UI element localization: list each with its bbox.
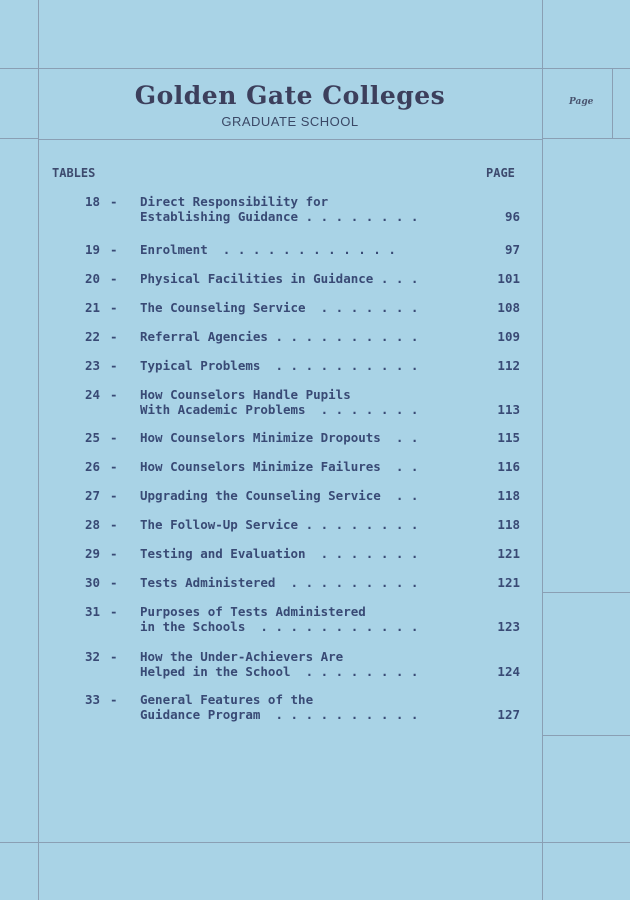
- entry-dash: -: [110, 692, 118, 707]
- rule-top-right: [542, 68, 630, 69]
- rule-bottom: [0, 842, 630, 843]
- page-number: 97: [504, 242, 520, 257]
- table-title: Tests Administered . . . . . . . . .: [140, 575, 419, 590]
- rule-header-left: [0, 138, 38, 139]
- table-number: 20: [84, 271, 100, 286]
- entry-dash: -: [110, 329, 118, 344]
- table-number: 33: [84, 692, 100, 707]
- entry-dash: -: [110, 575, 118, 590]
- college-name: Golden Gate Colleges: [134, 81, 446, 110]
- page-number: 115: [497, 430, 520, 445]
- table-title: Direct Responsibility for Establishing Guidance . . . . . . . .: [140, 194, 419, 224]
- table-number: 19: [84, 242, 100, 257]
- entry-dash: -: [110, 649, 118, 664]
- table-number: 27: [84, 488, 100, 503]
- table-title: How Counselors Handle Pupils With Academic Problems . . . . . . .: [140, 387, 419, 417]
- table-title: How the Under-Achievers Are Helped in the School . . . . . . . .: [140, 649, 419, 679]
- page-number: 124: [497, 664, 520, 679]
- table-number: 31: [84, 604, 100, 619]
- rule-header-right: [542, 138, 630, 139]
- table-number: 18: [84, 194, 100, 209]
- page-number: 96: [504, 209, 520, 224]
- page-number: 108: [497, 300, 520, 315]
- page-number: 101: [497, 271, 520, 286]
- margin-line-right: [542, 0, 543, 900]
- entry-dash: -: [110, 459, 118, 474]
- table-number: 23: [84, 358, 100, 373]
- table-title: Enrolment . . . . . . . . . . . .: [140, 242, 396, 257]
- entry-dash: -: [110, 358, 118, 373]
- table-title: How Counselors Minimize Dropouts . .: [140, 430, 419, 445]
- table-number: 24: [84, 387, 100, 402]
- table-title: Upgrading the Counseling Service . .: [140, 488, 419, 503]
- table-number: 26: [84, 459, 100, 474]
- column-head-tables: TABLES: [52, 166, 96, 180]
- entry-dash: -: [110, 430, 118, 445]
- page-number: 123: [497, 619, 520, 634]
- table-number: 32: [84, 649, 100, 664]
- table-title: How Counselors Minimize Failures . .: [140, 459, 419, 474]
- page-number: 112: [497, 358, 520, 373]
- page-number: 109: [497, 329, 520, 344]
- table-title: The Counseling Service . . . . . . .: [140, 300, 419, 315]
- table-number: 25: [84, 430, 100, 445]
- page-number: 113: [497, 402, 520, 417]
- entry-dash: -: [110, 242, 118, 257]
- table-title: Physical Facilities in Guidance . . .: [140, 271, 419, 286]
- table-title: Testing and Evaluation . . . . . . .: [140, 546, 419, 561]
- table-title: Referral Agencies . . . . . . . . . .: [140, 329, 419, 344]
- table-number: 22: [84, 329, 100, 344]
- page-number: 116: [497, 459, 520, 474]
- entry-dash: -: [110, 387, 118, 402]
- rule-right-mid: [542, 592, 630, 593]
- rule-right-low: [542, 735, 630, 736]
- table-number: 29: [84, 546, 100, 561]
- entry-dash: -: [110, 300, 118, 315]
- table-number: 21: [84, 300, 100, 315]
- school-name: GRADUATE SCHOOL: [221, 114, 359, 129]
- table-title: The Follow-Up Service . . . . . . . .: [140, 517, 419, 532]
- page-number: 121: [497, 546, 520, 561]
- page-label: Page: [569, 97, 594, 107]
- table-number: 28: [84, 517, 100, 532]
- entry-dash: -: [110, 271, 118, 286]
- table-title: Typical Problems . . . . . . . . . .: [140, 358, 419, 373]
- table-number: 30: [84, 575, 100, 590]
- entry-dash: -: [110, 517, 118, 532]
- entry-dash: -: [110, 604, 118, 619]
- page-number: 121: [497, 575, 520, 590]
- table-title: General Features of the Guidance Program . . . . . . . . . .: [140, 692, 419, 722]
- table-title: Purposes of Tests Administered in the Schools . . . . . . . . . . .: [140, 604, 419, 634]
- letterhead: [38, 68, 542, 140]
- page-number: 118: [497, 517, 520, 532]
- page-number: 118: [497, 488, 520, 503]
- margin-line-far-right: [612, 68, 613, 138]
- page-number: 127: [497, 707, 520, 722]
- entry-dash: -: [110, 194, 118, 209]
- entry-dash: -: [110, 546, 118, 561]
- entry-dash: -: [110, 488, 118, 503]
- column-head-page: PAGE: [486, 166, 515, 180]
- rule-top-left: [0, 68, 38, 69]
